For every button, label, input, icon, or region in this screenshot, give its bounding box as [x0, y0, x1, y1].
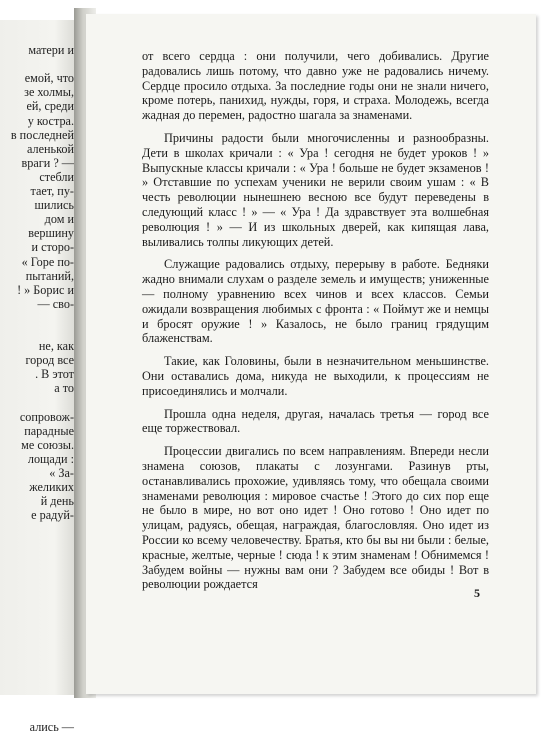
- left-page-line: сопровож-: [19, 409, 74, 424]
- body-text: [142, 49, 489, 600]
- paragraph: Причины радости были многочисленны и разнообразны. Дети в школах кричали : « Ура ! сегодня не будет уроков ! » Выпускные классы кричали : « Ура ! больше не будет экзаменов ! » Отставшие по успехам ученики не верили своим ушам : « В честь революции нынешнею весною все будут переведены в следующий класс ! » — « Ура ! Да здравствует эта волшебная революция ! » — И из школьных дверей, как кипящая лава, выливались толпы ликующих детей.: [142, 130, 489, 249]
- left-page-line: ались —: [29, 719, 74, 734]
- left-page-line: . В этот: [35, 367, 74, 382]
- left-page-line: е радуй-: [31, 508, 74, 523]
- left-page-line: город все: [25, 353, 74, 368]
- left-page-line: у костра.: [27, 113, 74, 128]
- paragraph: от всего сердца : они получили, чего добивались. Другие радовались лишь потому, что давно уже не радовались ничему. Сердце просило отдыха. За последние годы они не знали ничего, кроме потерь, панихид, нужды, горя, и страха. Молодежь, всегда жадная до перемен, радостно шагала за знаменами.: [142, 49, 489, 123]
- left-page-line: шились: [34, 198, 74, 213]
- left-page-line: вершину: [28, 226, 74, 241]
- left-page-line: желиких: [29, 480, 74, 495]
- left-facing-page: [0, 20, 78, 734]
- left-page-line: и сторо-: [31, 240, 74, 255]
- left-page-line: в последней: [10, 127, 74, 142]
- paragraph: Такие, как Головины, были в незначительном меньшинстве. Они оставались дома, никуда не выходили, к процессиям не присоединялись и молчали.: [142, 354, 489, 398]
- left-page-line: « Горе по-: [21, 254, 74, 269]
- left-page-line: пытаний,: [25, 268, 74, 283]
- left-page-line: дом и: [44, 212, 74, 227]
- left-page-line: й день: [40, 494, 74, 509]
- left-page-line: аленькой: [26, 141, 74, 156]
- left-page-line: враги ? —: [21, 155, 74, 170]
- page-number: 5: [474, 586, 480, 600]
- left-page-line: ме союзы.: [21, 437, 74, 452]
- paragraph: Служащие радовались отдыху, перерыву в работе. Бедняки жадно внимали слухам о разделе земель и имуществ; униженные — полному уравнению всех чинов и всех классов. Семьи ожидали возвращения любимых с фронта : « Поймут же и немцы и бросят оружие ! » Казалось, не было границ грядущим блаженствам.: [142, 257, 489, 346]
- paragraph: Прошла одна неделя, другая, началась третья — город все еще торжествовал.: [142, 406, 489, 436]
- left-page-line: лощади :: [27, 451, 74, 466]
- left-page-line: ! » Борис и: [17, 282, 74, 297]
- left-page-line: емой, что: [24, 71, 74, 86]
- left-page-line: стебли: [39, 169, 74, 184]
- left-page-line: — сво-: [37, 296, 74, 311]
- left-page-line: ей, среди: [26, 99, 74, 114]
- left-page-line: матери и: [28, 43, 74, 57]
- left-page-line: не, как: [38, 339, 74, 354]
- left-page-line: тает, пу-: [30, 184, 74, 198]
- left-page-line: « За-: [49, 466, 74, 480]
- paragraph: Процессии двигались по всем направлениям. Впереди несли знамена союзов, плакаты с лозунгами. Разинув рты, останавливались прохожие, удивляясь тому, что обещала своими знаменами революция : мировое счастье ! Этого до сих пор еще не было в мире, но вот оно идет ! Оно готово ! Оно идет по улицам, радуясь, обещая, награждая, благословляя. Оно идет из России ко всему человечеству. Братья, кто бы вы ни были : белые, красные, желтые, черные ! сюда ! к этим знаменам ! Обнимемся ! Забудем войны — нужны вам они ? Забудем все обиды ! Вот в революции рождается: [142, 444, 489, 592]
- left-page-line: а то: [54, 381, 74, 396]
- left-page-line: зе холмы,: [24, 85, 74, 100]
- left-page-line: парадные: [24, 423, 74, 438]
- right-page: [86, 14, 536, 694]
